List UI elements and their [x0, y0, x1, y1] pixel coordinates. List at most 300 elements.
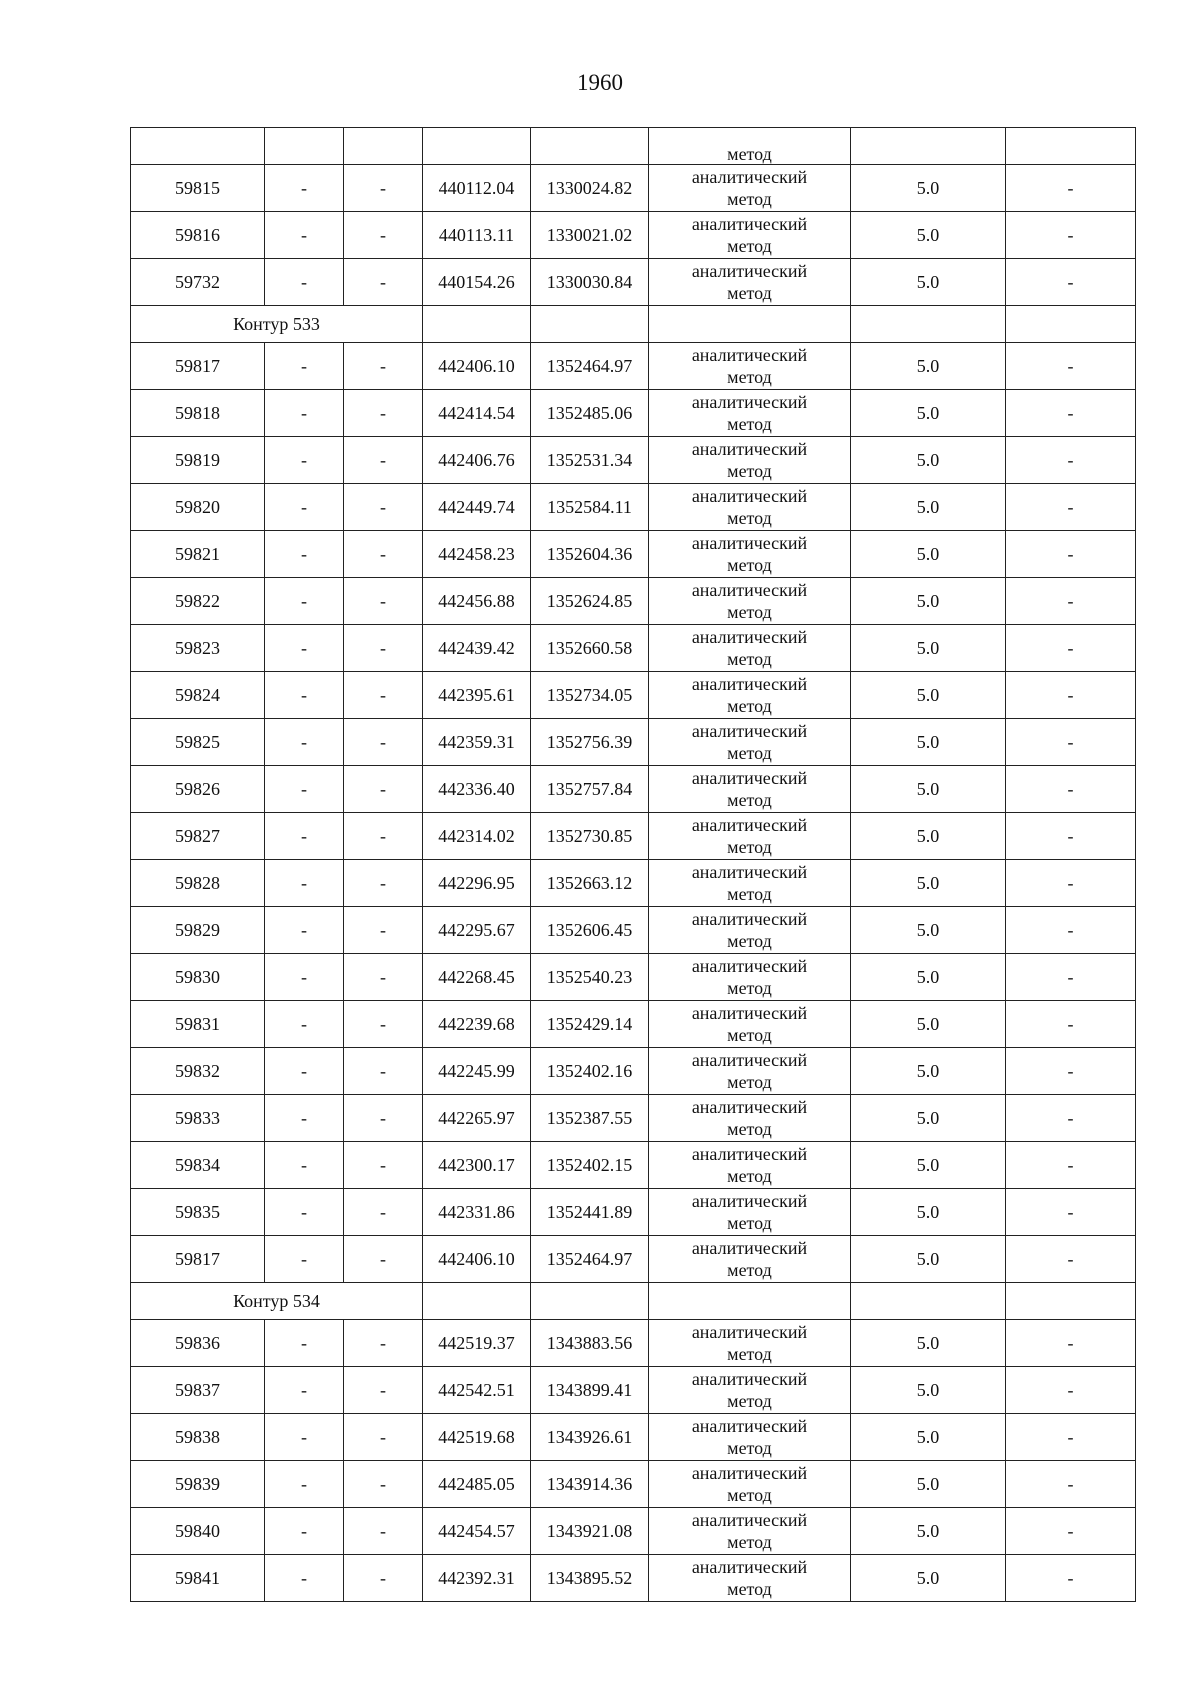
- y-coordinate: 1352531.34: [531, 437, 649, 484]
- method-line-2: метод: [727, 283, 772, 303]
- accuracy-value: 5.0: [851, 1367, 1006, 1414]
- x-coordinate: 442406.10: [423, 1236, 531, 1283]
- dash-cell: -: [265, 1555, 344, 1602]
- dash-cell: -: [265, 1095, 344, 1142]
- y-coordinate: 1352429.14: [531, 1001, 649, 1048]
- method-cell: [649, 531, 851, 578]
- accuracy-value: 5.0: [851, 672, 1006, 719]
- x-coordinate: 442439.42: [423, 625, 531, 672]
- dash-cell: -: [265, 672, 344, 719]
- dash-cell: -: [265, 1414, 344, 1461]
- accuracy-value: 5.0: [851, 259, 1006, 306]
- dash-cell: -: [1006, 1320, 1136, 1367]
- y-coordinate: 1352757.84: [531, 766, 649, 813]
- method-line-2: метод: [727, 696, 772, 716]
- dash-cell: -: [1006, 531, 1136, 578]
- cell-empty: [531, 1283, 649, 1320]
- x-coordinate: 442300.17: [423, 1142, 531, 1189]
- point-id: 59833: [131, 1095, 265, 1142]
- accuracy-value: 5.0: [851, 1461, 1006, 1508]
- dash-cell: -: [265, 766, 344, 813]
- dash-cell: -: [344, 1508, 423, 1555]
- y-coordinate: 1343921.08: [531, 1508, 649, 1555]
- method-line-2: метод: [727, 1579, 772, 1599]
- dash-cell: -: [265, 813, 344, 860]
- dash-cell: -: [265, 531, 344, 578]
- point-id: 59816: [131, 212, 265, 259]
- method-line-1: аналитический: [691, 1003, 808, 1023]
- accuracy-value: 5.0: [851, 1048, 1006, 1095]
- table-row: [131, 578, 1136, 625]
- method-line-1: аналитический: [691, 1238, 808, 1258]
- table-body: [131, 128, 1136, 1602]
- cell-empty: [851, 306, 1006, 343]
- method-line-2: метод: [727, 367, 772, 387]
- dash-cell: -: [1006, 259, 1136, 306]
- cell-empty: [851, 128, 1006, 165]
- method-cell: [649, 625, 851, 672]
- table-row: [131, 390, 1136, 437]
- dash-cell: -: [265, 1189, 344, 1236]
- method-cell: [649, 1367, 851, 1414]
- dash-cell: -: [1006, 1095, 1136, 1142]
- x-coordinate: 442456.88: [423, 578, 531, 625]
- dash-cell: -: [265, 1001, 344, 1048]
- x-coordinate: 442314.02: [423, 813, 531, 860]
- method-line-2: метод: [727, 602, 772, 622]
- method-cell: [649, 1142, 851, 1189]
- dash-cell: -: [1006, 1142, 1136, 1189]
- dash-cell: -: [1006, 484, 1136, 531]
- method-line-1: аналитический: [691, 1322, 808, 1342]
- x-coordinate: 442245.99: [423, 1048, 531, 1095]
- method-line-2: метод: [727, 1391, 772, 1411]
- x-coordinate: 442336.40: [423, 766, 531, 813]
- method-cell: [649, 1001, 851, 1048]
- accuracy-value: 5.0: [851, 719, 1006, 766]
- method-line-1: аналитический: [691, 392, 808, 412]
- dash-cell: -: [1006, 1555, 1136, 1602]
- method-cell: [649, 1048, 851, 1095]
- method-line-1: аналитический: [691, 674, 808, 694]
- x-coordinate: 442406.76: [423, 437, 531, 484]
- x-coordinate: 442542.51: [423, 1367, 531, 1414]
- accuracy-value: 5.0: [851, 1095, 1006, 1142]
- accuracy-value: 5.0: [851, 1142, 1006, 1189]
- method-line-2: метод: [727, 555, 772, 575]
- dash-cell: -: [1006, 578, 1136, 625]
- method-cell: [649, 1555, 851, 1602]
- table-row: [131, 1095, 1136, 1142]
- table-row: [131, 484, 1136, 531]
- method-line-1: аналитический: [691, 345, 808, 365]
- point-id: 59821: [131, 531, 265, 578]
- method-line-2: метод: [727, 1438, 772, 1458]
- dash-cell: -: [344, 625, 423, 672]
- method-line-1: аналитический: [691, 214, 808, 234]
- dash-cell: -: [265, 1320, 344, 1367]
- y-coordinate: 1343914.36: [531, 1461, 649, 1508]
- accuracy-value: 5.0: [851, 1189, 1006, 1236]
- table-row: [131, 1508, 1136, 1555]
- point-id: 59826: [131, 766, 265, 813]
- dash-cell: -: [344, 259, 423, 306]
- cell-empty: [131, 128, 265, 165]
- dash-cell: -: [265, 212, 344, 259]
- method-cell: [649, 165, 851, 212]
- dash-cell: -: [344, 437, 423, 484]
- x-coordinate: 442268.45: [423, 954, 531, 1001]
- x-coordinate: 442265.97: [423, 1095, 531, 1142]
- point-id: 59835: [131, 1189, 265, 1236]
- dash-cell: -: [1006, 672, 1136, 719]
- y-coordinate: 1352604.36: [531, 531, 649, 578]
- dash-cell: -: [1006, 860, 1136, 907]
- accuracy-value: 5.0: [851, 954, 1006, 1001]
- method-cell: [649, 907, 851, 954]
- table-row: [131, 437, 1136, 484]
- dash-cell: -: [1006, 1367, 1136, 1414]
- contour-label: Контур 534: [131, 1283, 423, 1320]
- point-id: 59840: [131, 1508, 265, 1555]
- table-row: [131, 860, 1136, 907]
- dash-cell: -: [344, 212, 423, 259]
- y-coordinate: 1352660.58: [531, 625, 649, 672]
- method-line-1: аналитический: [691, 1510, 808, 1530]
- accuracy-value: 5.0: [851, 1508, 1006, 1555]
- y-coordinate: 1352606.45: [531, 907, 649, 954]
- dash-cell: -: [265, 1236, 344, 1283]
- dash-cell: -: [344, 813, 423, 860]
- contour-label: Контур 533: [131, 306, 423, 343]
- point-id: 59815: [131, 165, 265, 212]
- point-id: 59822: [131, 578, 265, 625]
- dash-cell: -: [1006, 390, 1136, 437]
- dash-cell: -: [1006, 1001, 1136, 1048]
- table-row: [131, 1048, 1136, 1095]
- method-line-1: аналитический: [691, 580, 808, 600]
- dash-cell: -: [344, 390, 423, 437]
- method-line-1: аналитический: [691, 439, 808, 459]
- dash-cell: -: [1006, 165, 1136, 212]
- method-line-2: метод: [727, 461, 772, 481]
- dash-cell: -: [265, 390, 344, 437]
- dash-cell: -: [265, 1367, 344, 1414]
- dash-cell: -: [1006, 212, 1136, 259]
- method-line-2: метод: [727, 931, 772, 951]
- method-cell: [649, 1189, 851, 1236]
- method-line-1: аналитический: [691, 1050, 808, 1070]
- dash-cell: -: [265, 625, 344, 672]
- dash-cell: -: [344, 1189, 423, 1236]
- page-number: 1960: [577, 70, 623, 95]
- method-line-2: метод: [727, 1119, 772, 1139]
- dash-cell: -: [1006, 1236, 1136, 1283]
- point-id: 59825: [131, 719, 265, 766]
- dash-cell: -: [1006, 813, 1136, 860]
- method-line-1: аналитический: [691, 862, 808, 882]
- method-cell: [649, 437, 851, 484]
- y-coordinate: 1343883.56: [531, 1320, 649, 1367]
- method-line-2: метод: [727, 189, 772, 209]
- accuracy-value: 5.0: [851, 531, 1006, 578]
- method-line-1: аналитический: [691, 1191, 808, 1211]
- point-id: 59818: [131, 390, 265, 437]
- contour-row: [131, 306, 1136, 343]
- dash-cell: -: [344, 1320, 423, 1367]
- method-cell: [649, 1095, 851, 1142]
- dash-cell: -: [344, 1555, 423, 1602]
- method-line-2: метод: [727, 414, 772, 434]
- dash-cell: -: [344, 1142, 423, 1189]
- dash-cell: -: [1006, 343, 1136, 390]
- method-cell: [649, 343, 851, 390]
- dash-cell: -: [1006, 719, 1136, 766]
- method-cell: метод: [649, 128, 851, 165]
- cell-empty: [423, 1283, 531, 1320]
- dash-cell: -: [344, 719, 423, 766]
- contour-row: [131, 1283, 1136, 1320]
- method-line-1: аналитический: [691, 1557, 808, 1577]
- point-id: 59829: [131, 907, 265, 954]
- method-line-1: аналитический: [691, 1097, 808, 1117]
- method-line-2: метод: [727, 1344, 772, 1364]
- continuation-row: [131, 128, 1136, 165]
- dash-cell: -: [265, 259, 344, 306]
- method-cell: [649, 860, 851, 907]
- accuracy-value: 5.0: [851, 578, 1006, 625]
- table-row: [131, 1555, 1136, 1602]
- point-id: 59831: [131, 1001, 265, 1048]
- dash-cell: -: [265, 1048, 344, 1095]
- x-coordinate: 442519.68: [423, 1414, 531, 1461]
- method-line-2: метод: [727, 790, 772, 810]
- point-id: 59834: [131, 1142, 265, 1189]
- method-cell: [649, 390, 851, 437]
- x-coordinate: 440154.26: [423, 259, 531, 306]
- dash-cell: -: [1006, 437, 1136, 484]
- method-line-1: аналитический: [691, 167, 808, 187]
- method-line-1: аналитический: [691, 627, 808, 647]
- point-id: 59827: [131, 813, 265, 860]
- method-cell: [649, 259, 851, 306]
- table-row: [131, 1189, 1136, 1236]
- accuracy-value: 5.0: [851, 212, 1006, 259]
- table-row: [131, 1414, 1136, 1461]
- method-line-2: метод: [727, 978, 772, 998]
- dash-cell: -: [344, 672, 423, 719]
- method-cell: [649, 1414, 851, 1461]
- table-row: [131, 907, 1136, 954]
- table-row: [131, 343, 1136, 390]
- accuracy-value: 5.0: [851, 907, 1006, 954]
- method-line-1: аналитический: [691, 815, 808, 835]
- table-row: [131, 1142, 1136, 1189]
- method-cell: [649, 1508, 851, 1555]
- cell-empty: [649, 1283, 851, 1320]
- method-line-1: аналитический: [691, 261, 808, 281]
- method-line-2: метод: [727, 1166, 772, 1186]
- method-line-2: метод: [727, 649, 772, 669]
- cell-empty: [1006, 306, 1136, 343]
- method-line-1: аналитический: [691, 768, 808, 788]
- point-id: 59838: [131, 1414, 265, 1461]
- point-id: 59732: [131, 259, 265, 306]
- method-cell: [649, 766, 851, 813]
- table-row: [131, 212, 1136, 259]
- method-line-1: аналитический: [691, 956, 808, 976]
- dash-cell: -: [344, 1095, 423, 1142]
- method-line-2: метод: [727, 508, 772, 528]
- y-coordinate: 1352387.55: [531, 1095, 649, 1142]
- table-row: [131, 531, 1136, 578]
- dash-cell: -: [1006, 625, 1136, 672]
- accuracy-value: 5.0: [851, 1414, 1006, 1461]
- method-line-2: метод: [727, 884, 772, 904]
- point-id: 59836: [131, 1320, 265, 1367]
- table-row: [131, 1320, 1136, 1367]
- method-cell: [649, 212, 851, 259]
- method-cell: [649, 578, 851, 625]
- accuracy-value: 5.0: [851, 860, 1006, 907]
- method-line-2: метод: [727, 1532, 772, 1552]
- dash-cell: -: [1006, 954, 1136, 1001]
- accuracy-value: 5.0: [851, 484, 1006, 531]
- dash-cell: -: [265, 860, 344, 907]
- cell-empty: [649, 306, 851, 343]
- x-coordinate: 440113.11: [423, 212, 531, 259]
- method-cell: [649, 1461, 851, 1508]
- method-line-2: метод: [727, 837, 772, 857]
- dash-cell: -: [344, 484, 423, 531]
- accuracy-value: 5.0: [851, 1555, 1006, 1602]
- x-coordinate: 442239.68: [423, 1001, 531, 1048]
- dash-cell: -: [344, 860, 423, 907]
- dash-cell: -: [1006, 1414, 1136, 1461]
- table-row: [131, 719, 1136, 766]
- y-coordinate: 1330021.02: [531, 212, 649, 259]
- dash-cell: -: [1006, 1461, 1136, 1508]
- dash-cell: -: [265, 907, 344, 954]
- cell-empty: [1006, 128, 1136, 165]
- point-id: 59830: [131, 954, 265, 1001]
- dash-cell: -: [1006, 1508, 1136, 1555]
- dash-cell: -: [344, 1414, 423, 1461]
- y-coordinate: 1352663.12: [531, 860, 649, 907]
- accuracy-value: 5.0: [851, 390, 1006, 437]
- x-coordinate: 440112.04: [423, 165, 531, 212]
- method-cell: [649, 954, 851, 1001]
- point-id: 59828: [131, 860, 265, 907]
- method-line-2: метод: [727, 1213, 772, 1233]
- method-line-2: метод: [727, 1485, 772, 1505]
- dash-cell: -: [344, 907, 423, 954]
- dash-cell: -: [265, 484, 344, 531]
- dash-cell: -: [265, 1508, 344, 1555]
- x-coordinate: 442454.57: [423, 1508, 531, 1555]
- accuracy-value: 5.0: [851, 625, 1006, 672]
- y-coordinate: 1330030.84: [531, 259, 649, 306]
- method-cell: [649, 1236, 851, 1283]
- method-line-2: метод: [727, 743, 772, 763]
- x-coordinate: 442414.54: [423, 390, 531, 437]
- method-cell: [649, 484, 851, 531]
- x-coordinate: 442392.31: [423, 1555, 531, 1602]
- dash-cell: -: [265, 343, 344, 390]
- coordinates-table: [130, 127, 1136, 1602]
- table-row: [131, 672, 1136, 719]
- accuracy-value: 5.0: [851, 766, 1006, 813]
- dash-cell: -: [344, 766, 423, 813]
- accuracy-value: 5.0: [851, 343, 1006, 390]
- dash-cell: -: [344, 531, 423, 578]
- dash-cell: -: [265, 578, 344, 625]
- accuracy-value: 5.0: [851, 813, 1006, 860]
- accuracy-value: 5.0: [851, 1236, 1006, 1283]
- dash-cell: -: [344, 1367, 423, 1414]
- x-coordinate: 442458.23: [423, 531, 531, 578]
- x-coordinate: 442395.61: [423, 672, 531, 719]
- accuracy-value: 5.0: [851, 1320, 1006, 1367]
- dash-cell: -: [344, 1236, 423, 1283]
- dash-cell: -: [344, 954, 423, 1001]
- y-coordinate: 1352441.89: [531, 1189, 649, 1236]
- cell-empty: [851, 1283, 1006, 1320]
- method-cell: [649, 813, 851, 860]
- method-cell: [649, 719, 851, 766]
- x-coordinate: 442485.05: [423, 1461, 531, 1508]
- method-line-1: аналитический: [691, 1369, 808, 1389]
- method-line-1: аналитический: [691, 486, 808, 506]
- method-line-1: аналитический: [691, 721, 808, 741]
- dash-cell: -: [344, 343, 423, 390]
- x-coordinate: 442295.67: [423, 907, 531, 954]
- dash-cell: -: [265, 165, 344, 212]
- y-coordinate: 1352756.39: [531, 719, 649, 766]
- point-id: 59837: [131, 1367, 265, 1414]
- point-id: 59819: [131, 437, 265, 484]
- table-row: [131, 1236, 1136, 1283]
- table-row: [131, 813, 1136, 860]
- y-coordinate: 1352402.15: [531, 1142, 649, 1189]
- dash-cell: -: [265, 719, 344, 766]
- dash-cell: -: [1006, 766, 1136, 813]
- point-id: 59841: [131, 1555, 265, 1602]
- y-coordinate: 1352734.05: [531, 672, 649, 719]
- dash-cell: -: [344, 578, 423, 625]
- dash-cell: -: [265, 1461, 344, 1508]
- y-coordinate: 1352624.85: [531, 578, 649, 625]
- y-coordinate: 1343895.52: [531, 1555, 649, 1602]
- dash-cell: -: [265, 437, 344, 484]
- table-row: [131, 954, 1136, 1001]
- y-coordinate: 1352464.97: [531, 1236, 649, 1283]
- dash-cell: -: [344, 1048, 423, 1095]
- x-coordinate: 442519.37: [423, 1320, 531, 1367]
- table-row: [131, 1367, 1136, 1414]
- dash-cell: -: [344, 165, 423, 212]
- dash-cell: -: [344, 1001, 423, 1048]
- point-id: 59824: [131, 672, 265, 719]
- method-line-2: метод: [727, 1072, 772, 1092]
- x-coordinate: 442296.95: [423, 860, 531, 907]
- y-coordinate: 1352464.97: [531, 343, 649, 390]
- accuracy-value: 5.0: [851, 1001, 1006, 1048]
- method-cell: [649, 1320, 851, 1367]
- y-coordinate: 1352584.11: [531, 484, 649, 531]
- cell-empty: [423, 128, 531, 165]
- method-line-1: аналитический: [691, 533, 808, 553]
